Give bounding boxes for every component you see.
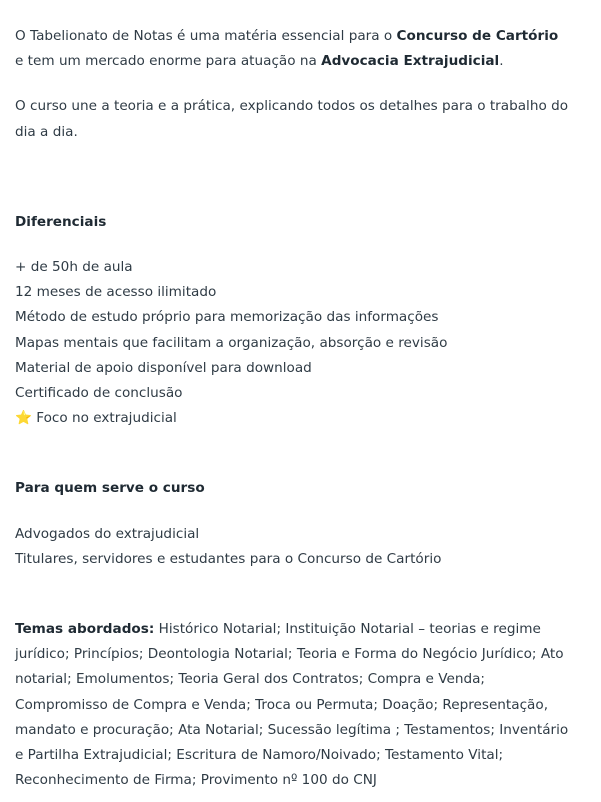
list-item: Titulares, servidores e estudantes para o Concurso de Cartório [15, 550, 442, 567]
list-item: Mapas mentais que facilitam a organização, absorção e revisão [15, 334, 448, 351]
list-item: Método de estudo próprio para memorização das informações [15, 309, 439, 326]
list-item: 12 meses de acesso ilimitado [15, 284, 217, 301]
intro-paragraph-2: O curso une a teoria e a prática, explicando todos os detalhes para o trabalho do dia a dia. [15, 98, 569, 140]
diferenciais-list [15, 255, 570, 431]
intro-paragraph-1: O Tabelionato de Notas é uma matéria essencial para o Concurso de Cartório e tem um mercado enorme para atuação na Advocacia Extrajudicial. [15, 28, 559, 70]
bold-advocacia: Advocacia Extrajudicial [321, 53, 500, 70]
bold-concurso: Concurso de Cartório [396, 28, 559, 44]
list-item: Material de apoio disponível para download [15, 359, 312, 376]
publico-heading: Para quem serve o curso [15, 480, 205, 497]
temas-paragraph [15, 617, 570, 793]
course-description [15, 24, 570, 793]
list-item: Advogados do extrajudicial [15, 525, 200, 542]
temas-label: Temas abordados: [15, 621, 155, 638]
publico-list [15, 522, 570, 572]
list-item: ⭐ Foco no extrajudicial [15, 410, 177, 427]
list-item: + de 50h de aula [15, 259, 133, 276]
diferenciais-heading: Diferenciais [15, 213, 107, 230]
temas-text: Histórico Notarial; Instituição Notarial – teorias e regime jurídico; Princípios; Deontologia Notarial; Teoria e Forma do Negócio Jurídico; Ato notarial; Emolumentos; Teoria Geral dos Contratos; Compra e Venda; Compromisso de Compra e Venda; Troca ou Permuta; Doação; Representação, mandato e procuração; Ata Notarial; Sucessão legítima ; Testamentos; Inventário e Partilha Extrajudicial; Escritura de Namoro/Noivado; Testamento Vital; Reconhecimento de Firma; Provimento nº 100 do CNJ [15, 621, 569, 789]
list-item: Certificado de conclusão [15, 385, 183, 402]
